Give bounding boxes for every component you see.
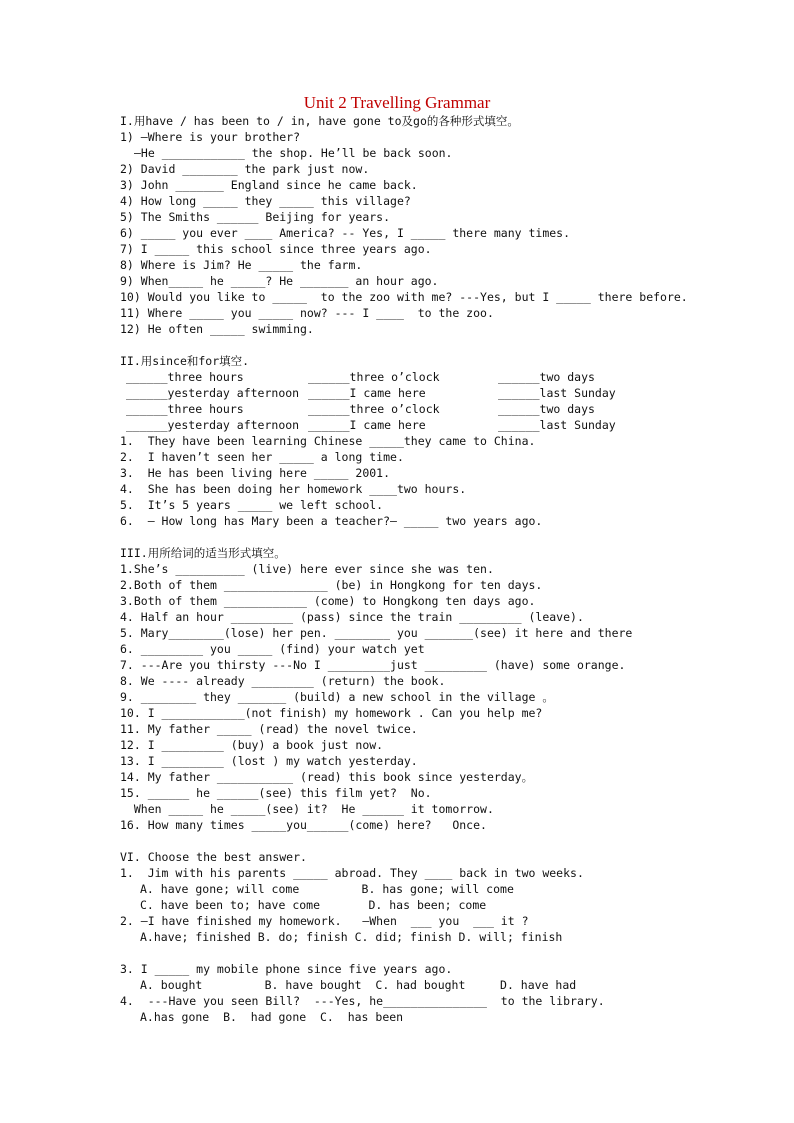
- exercise-line: 6. _________ you _____ (find) your watch yet: [120, 642, 425, 656]
- exercise-line: 2. I haven’t seen her _____ a long time.: [120, 450, 404, 464]
- answer-options: A.have; finished B. do; finish C. did; finish D. will; finish: [140, 930, 563, 944]
- exercise-line: 4. Half an hour _________ (pass) since the train _________ (leave).: [120, 610, 584, 624]
- grid-cell: ______I came here: [308, 418, 426, 432]
- worksheet-body: [120, 113, 688, 1025]
- section-1-heading: I.用have / has been to / in, have gone to及go的各种形式填空。: [120, 114, 519, 128]
- grid-cell: ______three o’clock: [308, 370, 440, 384]
- exercise-line: 10. I ____________(not finish) my homework . Can you help me?: [120, 706, 543, 720]
- exercise-line: 8) Where is Jim? He _____ the farm.: [120, 258, 363, 272]
- exercise-line: 2) David ________ the park just now.: [120, 162, 370, 176]
- exercise-line: When _____ he _____(see) it? He ______ it tomorrow.: [120, 802, 494, 816]
- exercise-line: 1. They have been learning Chinese _____they came to China.: [120, 434, 536, 448]
- grid-cell: ______last Sunday: [498, 386, 616, 400]
- exercise-line: 14. My father ___________ (read) this book since yesterday。: [120, 770, 534, 784]
- exercise-line: 16. How many times _____you______(come) here? Once.: [120, 818, 487, 832]
- answer-options: A.has gone B. had gone C. has been: [140, 1010, 404, 1024]
- since-for-row: [120, 417, 680, 433]
- since-for-row: [120, 369, 680, 385]
- exercise-line: 3. He has been living here _____ 2001.: [120, 466, 391, 480]
- question-stem: 4. ---Have you seen Bill? ---Yes, he_______________ to the library.: [120, 994, 605, 1008]
- exercise-line: 8. We ---- already _________ (return) the book.: [120, 674, 446, 688]
- question-stem: 3. I _____ my mobile phone since five years ago.: [120, 962, 453, 976]
- exercise-line: —He ____________ the shop. He’ll be back soon.: [134, 146, 453, 160]
- question-stem: 1. Jim with his parents _____ abroad. They ____ back in two weeks.: [120, 866, 584, 880]
- exercise-line: 7. ---Are you thirsty ---No I _________just _________ (have) some orange.: [120, 658, 626, 672]
- answer-options: C. have been to; have come D. has been; come: [140, 898, 487, 912]
- exercise-line: 9. ________ they _______ (build) a new school in the village 。: [120, 690, 554, 704]
- exercise-line: 5) The Smiths ______ Beijing for years.: [120, 210, 391, 224]
- since-for-row: [120, 385, 680, 401]
- exercise-line: 15. ______ he ______(see) this film yet? No.: [120, 786, 432, 800]
- grid-cell: ______three hours: [126, 402, 244, 416]
- exercise-line: 1) —Where is your brother?: [120, 130, 301, 144]
- exercise-line: 1.She’s __________ (live) here ever since she was ten.: [120, 562, 494, 576]
- exercise-line: 2.Both of them _______________ (be) in Hongkong for ten days.: [120, 578, 543, 592]
- exercise-line: 11. My father _____ (read) the novel twice.: [120, 722, 418, 736]
- grid-cell: ______two days: [498, 370, 595, 384]
- section-4-heading: VI. Choose the best answer.: [120, 850, 307, 864]
- exercise-line: 6. – How long has Mary been a teacher?– _____ two years ago.: [120, 514, 543, 528]
- exercise-line: 12) He often _____ swimming.: [120, 322, 314, 336]
- exercise-line: 6) _____ you ever ____ America? -- Yes, I _____ there many times.: [120, 226, 571, 240]
- exercise-line: 12. I _________ (buy) a book just now.: [120, 738, 384, 752]
- exercise-line: 10) Would you like to _____ to the zoo with me? ---Yes, but I _____ there before.: [120, 290, 688, 304]
- page-title: Unit 2 Travelling Grammar: [303, 93, 491, 112]
- exercise-line: 5. Mary________(lose) her pen. ________ you _______(see) it here and there: [120, 626, 633, 640]
- grid-cell: ______three hours: [126, 370, 244, 384]
- section-3-heading: III.用所给词的适当形式填空。: [120, 546, 286, 560]
- exercise-line: 11) Where _____ you _____ now? --- I ____ to the zoo.: [120, 306, 494, 320]
- exercise-line: 4. She has been doing her homework ____two hours.: [120, 482, 467, 496]
- answer-options: A. bought B. have bought C. had bought D. have had: [140, 978, 577, 992]
- answer-options: A. have gone; will come B. has gone; will come: [140, 882, 514, 896]
- exercise-line: 4) How long _____ they _____ this village?: [120, 194, 411, 208]
- exercise-line: 13. I _________ (lost ) my watch yesterday.: [120, 754, 418, 768]
- exercise-line: 5. It’s 5 years _____ we left school.: [120, 498, 384, 512]
- grid-cell: ______two days: [498, 402, 595, 416]
- grid-cell: ______yesterday afternoon: [126, 418, 300, 432]
- exercise-line: 9) When_____ he _____? He _______ an hour ago.: [120, 274, 439, 288]
- exercise-line: 7) I _____ this school since three years ago.: [120, 242, 432, 256]
- grid-cell: ______I came here: [308, 386, 426, 400]
- section-2-heading: II.用since和for填空.: [120, 354, 250, 368]
- grid-cell: ______three o’clock: [308, 402, 440, 416]
- grid-cell: ______yesterday afternoon: [126, 386, 300, 400]
- since-for-row: [120, 401, 680, 417]
- exercise-line: 3) John _______ England since he came back.: [120, 178, 418, 192]
- grid-cell: ______last Sunday: [498, 418, 616, 432]
- exercise-line: 3.Both of them ____________ (come) to Hongkong ten days ago.: [120, 594, 536, 608]
- question-stem: 2. —I have finished my homework. —When ___ you ___ it ?: [120, 914, 529, 928]
